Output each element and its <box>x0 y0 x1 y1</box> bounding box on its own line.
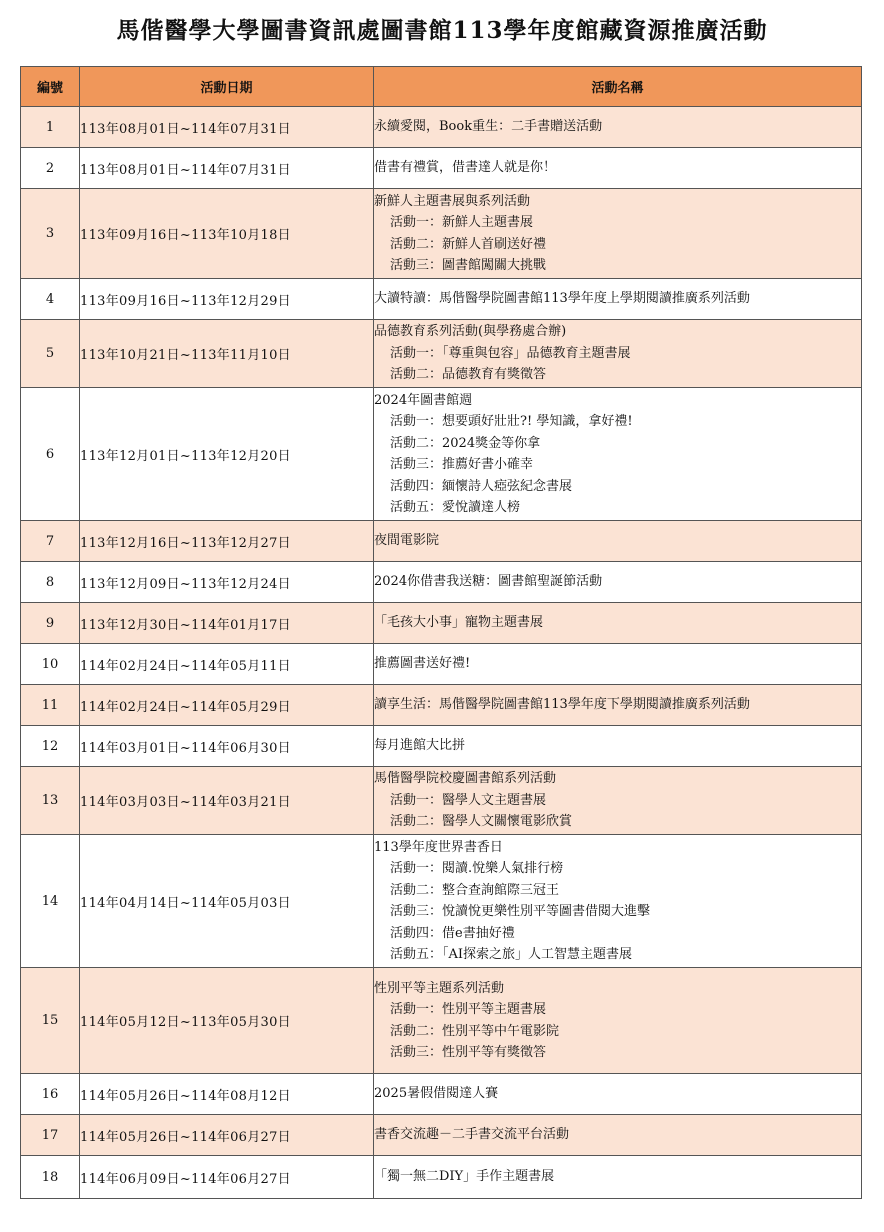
row-number: 2 <box>21 148 80 189</box>
activity-name-cell <box>374 968 862 1074</box>
table-row <box>21 1074 862 1115</box>
activity-date: 113年09月16日~113年10月18日 <box>80 189 374 279</box>
table-row <box>21 148 862 189</box>
row-number: 17 <box>21 1115 80 1156</box>
activity-date: 113年08月01日~114年07月31日 <box>80 148 374 189</box>
column-header-no: 編號 <box>21 67 80 107</box>
activity-name-cell <box>374 320 862 388</box>
activity-name-cell <box>374 189 862 279</box>
activity-name-cell <box>374 1156 862 1199</box>
activity-date: 114年05月26日~114年06月27日 <box>80 1115 374 1156</box>
sub-activity: 活動二：整合查詢館際三冠王 <box>390 882 560 898</box>
activity-name: 推薦圖書送好禮! <box>374 656 471 672</box>
activity-name-cell <box>374 767 862 835</box>
sub-activity: 活動四：借e書抽好禮 <box>390 925 515 941</box>
row-number: 14 <box>21 835 80 968</box>
row-number: 13 <box>21 767 80 835</box>
table-row <box>21 388 862 521</box>
sub-activity: 活動三：圖書館闖關大挑戰 <box>390 258 547 273</box>
activity-name-cell <box>374 835 862 968</box>
activity-name: 馬偕醫學院校慶圖書館系列活動 <box>374 771 557 787</box>
table-row <box>21 320 862 388</box>
row-number: 12 <box>21 726 80 767</box>
sub-activity: 活動二：新鮮人首刷送好禮 <box>390 236 547 252</box>
sub-activity: 活動三：性別平等有獎徵答 <box>390 1045 547 1060</box>
table-row <box>21 279 862 320</box>
activity-date: 113年12月16日~113年12月27日 <box>80 521 374 562</box>
activity-name: 大讀特讀：馬偕醫學院圖書館113學年度上學期閱讀推廣系列活動 <box>374 291 750 307</box>
table-body <box>21 107 862 1199</box>
row-number: 16 <box>21 1074 80 1115</box>
activity-date: 114年03月01日~114年06月30日 <box>80 726 374 767</box>
activity-name: 「毛孩大小事」寵物主題書展 <box>374 615 544 631</box>
table-row <box>21 107 862 148</box>
activity-name: 品德教育系列活動(與學務處合辦) <box>374 324 567 340</box>
row-number: 4 <box>21 279 80 320</box>
sub-activity: 活動三：推薦好書小確幸 <box>390 457 534 472</box>
activity-name-cell <box>374 521 862 562</box>
sub-activity: 活動一：醫學人文主題書展 <box>390 792 547 808</box>
page-title: 馬偕醫學大學圖書資訊處圖書館113學年度館藏資源推廣活動 <box>116 17 768 44</box>
table-row <box>21 685 862 726</box>
activity-name: 讀享生活：馬偕醫學院圖書館113學年度下學期閱讀推廣系列活動 <box>374 697 750 713</box>
sub-activity: 活動一：新鮮人主題書展 <box>390 215 534 230</box>
row-number: 15 <box>21 968 80 1074</box>
activity-date: 114年02月24日~114年05月29日 <box>80 685 374 726</box>
activity-name-cell <box>374 279 862 320</box>
row-number: 1 <box>21 107 80 148</box>
activity-name: 每月進館大比拼 <box>374 738 466 754</box>
activity-date: 114年05月26日~114年08月12日 <box>80 1074 374 1115</box>
sub-activity: 活動一：閱讀.悅樂人氣排行榜 <box>390 861 564 876</box>
table-row <box>21 968 862 1074</box>
row-number: 3 <box>21 189 80 279</box>
activity-name-cell <box>374 562 862 603</box>
table-row <box>21 562 862 603</box>
sub-activity: 活動三：悅讀悅更樂性別平等圖書借閱大進擊 <box>390 904 651 919</box>
activity-name-cell <box>374 726 862 767</box>
activity-name-cell <box>374 107 862 148</box>
sub-activity: 活動二：品德教育有獎徵答 <box>390 367 547 383</box>
row-number: 7 <box>21 521 80 562</box>
activity-date: 114年02月24日~114年05月11日 <box>80 644 374 685</box>
sub-activity: 活動二：2024獎金等你拿 <box>390 435 541 451</box>
activity-date: 114年05月12日~113年05月30日 <box>80 968 374 1074</box>
table-row <box>21 521 862 562</box>
activity-name-cell <box>374 1074 862 1115</box>
activity-name-cell <box>374 148 862 189</box>
activity-date: 113年09月16日~113年12月29日 <box>80 279 374 320</box>
column-header-name: 活動名稱 <box>374 67 862 107</box>
table-row <box>21 726 862 767</box>
activity-date: 114年03月03日~114年03月21日 <box>80 767 374 835</box>
row-number: 9 <box>21 603 80 644</box>
table-row <box>21 1156 862 1199</box>
activity-date: 113年08月01日~114年07月31日 <box>80 107 374 148</box>
table-row <box>21 835 862 968</box>
activity-name-cell <box>374 1115 862 1156</box>
activity-name: 借書有禮賞，借書達人就是你！ <box>374 160 557 176</box>
table-header-row <box>21 67 862 107</box>
table-row <box>21 603 862 644</box>
table-row <box>21 644 862 685</box>
row-number: 5 <box>21 320 80 388</box>
sub-activity: 活動五：「AI探索之旅」人工智慧主題書展 <box>390 947 633 962</box>
activities-table <box>20 66 862 1199</box>
activity-name: 2024你借書我送糖：圖書館聖誕節活動 <box>374 574 603 590</box>
row-number: 8 <box>21 562 80 603</box>
activity-name: 113學年度世界書香日 <box>374 839 503 855</box>
row-number: 11 <box>21 685 80 726</box>
sub-activity: 活動五：愛悅讀達人榜 <box>390 500 521 515</box>
activity-name: 2024年圖書館週 <box>374 392 473 408</box>
activity-name: 「獨一無二DIY」手作主題書展 <box>374 1169 555 1185</box>
sub-activity: 活動二：性別平等中午電影院 <box>390 1023 560 1039</box>
activity-name: 2025暑假借閱達人賽 <box>374 1086 499 1102</box>
activity-name: 性別平等主題系列活動 <box>374 980 505 996</box>
sub-activity: 活動二：醫學人文關懷電影欣賞 <box>390 814 573 830</box>
activity-date: 114年04月14日~114年05月03日 <box>80 835 374 968</box>
table-row <box>21 767 862 835</box>
row-number: 10 <box>21 644 80 685</box>
activity-name: 新鮮人主題書展與系列活動 <box>374 193 531 209</box>
activity-name-cell <box>374 685 862 726</box>
activity-date: 113年12月30日~114年01月17日 <box>80 603 374 644</box>
activity-date: 113年10月21日~113年11月10日 <box>80 320 374 388</box>
row-number: 18 <box>21 1156 80 1199</box>
table-row <box>21 189 862 279</box>
activity-date: 113年12月01日~113年12月20日 <box>80 388 374 521</box>
activity-date: 113年12月09日~113年12月24日 <box>80 562 374 603</box>
sub-activity: 活動一：「尊重與包容」品德教育主題書展 <box>390 345 631 361</box>
column-header-date: 活動日期 <box>80 67 374 107</box>
activity-name-cell <box>374 603 862 644</box>
sub-activity: 活動四：緬懷詩人瘂弦紀念書展 <box>390 478 573 494</box>
activity-name-cell <box>374 644 862 685</box>
table-row <box>21 1115 862 1156</box>
activity-name-cell <box>374 388 862 521</box>
activity-name: 夜間電影院 <box>374 533 440 549</box>
activity-name: 書香交流趣－二手書交流平台活動 <box>374 1127 570 1143</box>
activity-date: 114年06月09日~114年06月27日 <box>80 1156 374 1199</box>
sub-activity: 活動一：性別平等主題書展 <box>390 1002 547 1017</box>
row-number: 6 <box>21 388 80 521</box>
sub-activity: 活動一：想要頭好壯壯?! 學知識，拿好禮! <box>390 414 633 429</box>
activity-name: 永續愛閱，Book重生：二手書贈送活動 <box>374 119 603 135</box>
